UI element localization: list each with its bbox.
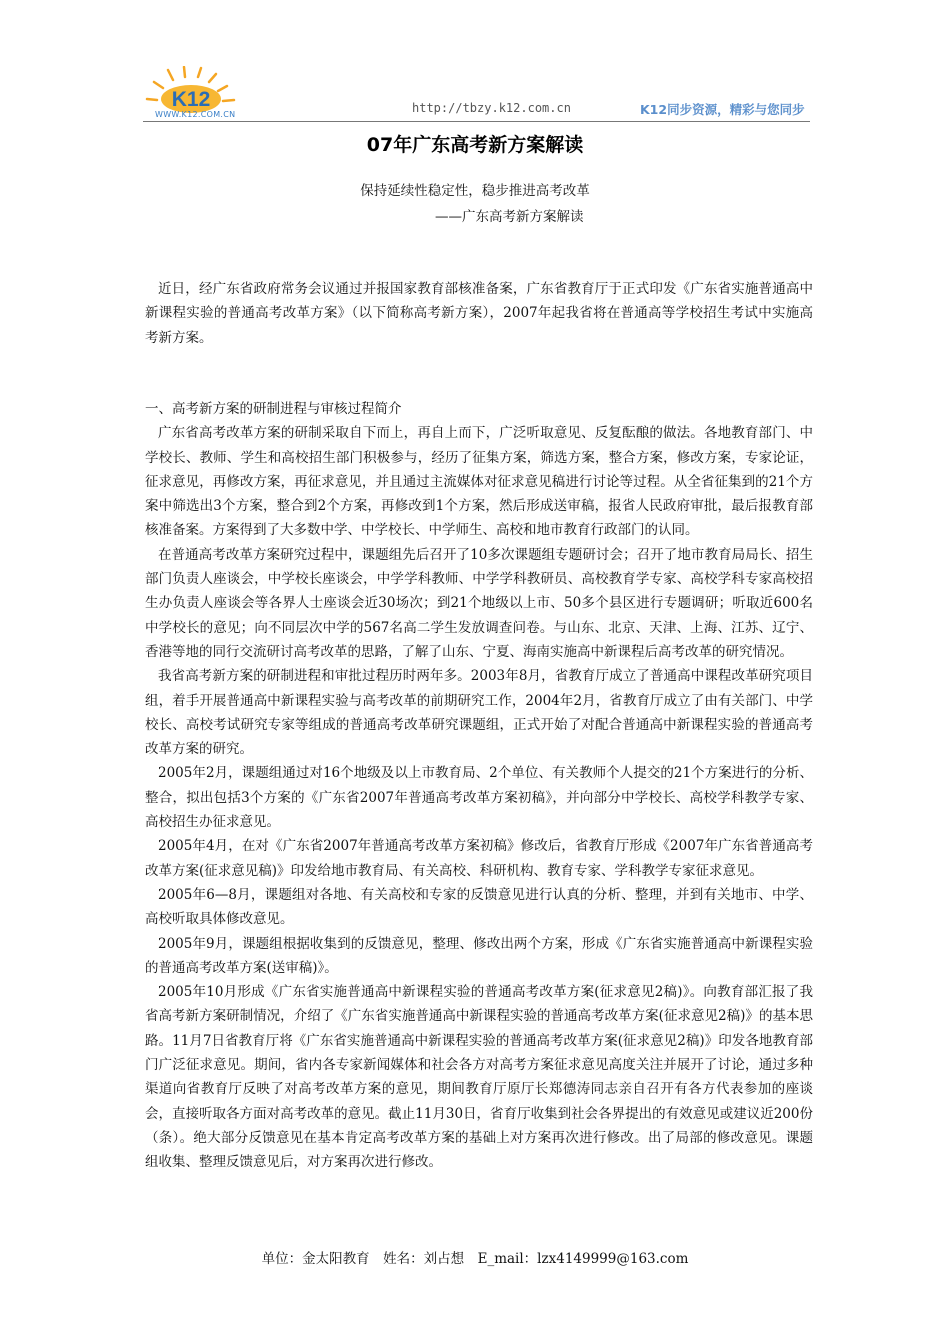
body-paragraph: 2005年2月，课题组通过对16个地级及以上市教育局、2个单位、有关教师个人提交的21个方案进行的分析、整合，拟出包括3个方案的《广东省2007年普通高考改革方案初稿》，并向部分中学校长、高校学科教学专家、高校招生办征求意见。 (145, 765, 813, 831)
body-paragraph: 在普通高考改革方案研究过程中，课题组先后召开了10多次课题组专题研讨会；召开了地市教育局局长、招生部门负责人座谈会，中学校长座谈会，中学学科教师、中学学科教研员、高校教育学专家、高校学科专家高校招生办负责人座谈会等各界人士座谈会近30场次；到21个地级以上市、50多个县区进行专题调研；听取近600名中学校长的意见；向不同层次中学的567名高二学生发放调查问卷。与山东、北京、天津、上海、江苏、辽宁、香港等地的同行交流研讨高考改革的思路，了解了山东、宁夏、海南实施高中新课程后高考改革的研究情况。 (145, 546, 813, 660)
body-paragraph: 2005年6—8月，课题组对各地、有关高校和专家的反馈意见进行认真的分析、整理，并到有关地市、中学、高校听取具体修改意见。 (145, 886, 813, 928)
body-paragraph: 广东省高考改革方案的研制采取自下而上，再自上而下，广泛听取意见、反复酝酿的做法。各地教育部门、中学校长、教师、学生和高校招生部门积极参与，经历了征集方案，筛选方案，整合方案，修改方案，专家论证，征求意见，再修改方案，再征求意见，并且通过主流媒体对征求意见稿进行讨论等过程。从全省征集到的21个方案中筛选出3个方案，整合到2个方案，再修改到1个方案，然后形成送审稿，报省人民政府审批，最后报教育部核准备案。方案得到了大多数中学、中学校长、中学师生、高校和地市教育行政部门的认同。 (145, 425, 813, 539)
section-one (145, 397, 813, 1175)
body-paragraph: 2005年10月形成《广东省实施普通高中新课程实验的普通高考改革方案(征求意见2稿)》。向教育部汇报了我省高考新方案研制情况，介绍了《广东省实施普通高中新课程实验的普通高考改革方案(征求意见2稿)》的基本思路。11月7日省教育厅将《广东省实施普通高中新课程实验的普通高考改革方案(征求意见2稿)》印发各地教育部门广泛征求意见。期间，省内各专家新闻媒体和社会各方对高考方案征求意见高度关注并展开了讨论，通过多种渠道向省教育厅反映了对高考改革方案的意见，期间教育厅原厅长郑德涛同志亲自召开有各方代表参加的座谈会，直接听取各方面对高考改革的意见。截止11月30日，省育厅收集到社会各界提出的有效意见或建议近200份（条）。绝大部分反馈意见在基本肯定高考改革方案的基础上对方案再次进行修改。出了局部的修改意见。课题组收集、整理反馈意见后，对方案再次进行修改。 (145, 984, 813, 1171)
body-paragraph: 我省高考新方案的研制进程和审批过程历时两年多。2003年8月，省教育厅成立了普通高中课程改革研究项目组，着手开展普通高中新课程实验与高考改革的前期研究工作，2004年2月，省教育厅成立了由有关部门、中学校长、高校考试研究专家等组成的普通高考改革研究课题组，正式开始了对配合普通高中新课程实验的普通高考改革方案的研究。 (145, 668, 813, 758)
header-divider (143, 121, 810, 122)
document-subtitle: 保持延续性稳定性，稳步推进高考改革 (360, 183, 590, 199)
body-paragraph: 2005年4月，在对《广东省2007年普通高考改革方案初稿》修改后，省教育厅形成《2007年广东省普通高考改革方案(征求意见稿)》印发给地市教育局、有关高校、科研机构、教育专家、学科教学专家征求意见。 (145, 838, 813, 879)
body-paragraph: 2005年9月，课题组根据收集到的反馈意见，整理、修改出两个方案，形成《广东省实施普通高中新课程实验的普通高考改革方案(送审稿)》。 (145, 935, 813, 976)
sun-logo-icon (143, 66, 243, 116)
section-heading: 一、高考新方案的研制进程与审核过程简介 (145, 401, 402, 417)
site-url-link[interactable]: http://tbzy.k12.com.cn (412, 101, 571, 115)
document-title: 07年广东高考新方案解读 (366, 134, 584, 156)
logo-url-text: WWW.K12.COM.CN (155, 110, 236, 119)
document-subtitle-attribution: ——广东高考新方案解读 (435, 209, 584, 225)
intro-block (145, 277, 813, 350)
header-slogan: K12同步资源，精彩与您同步 (640, 102, 805, 117)
page-footer: 单位：金太阳教育 姓名：刘占想 E_mail：lzx4149999@163.com (261, 1251, 689, 1267)
logo-text: K12 (171, 88, 211, 111)
intro-paragraph: 近日，经广东省政府常务会议通过并报国家教育部核准备案，广东省教育厅于正式印发《广东省实施普通高中新课程实验的普通高考改革方案》（以下简称高考新方案），2007年起我省将在普通高等学校招生考试中实施高考新方案。 (145, 281, 813, 346)
page-header (0, 0, 950, 130)
